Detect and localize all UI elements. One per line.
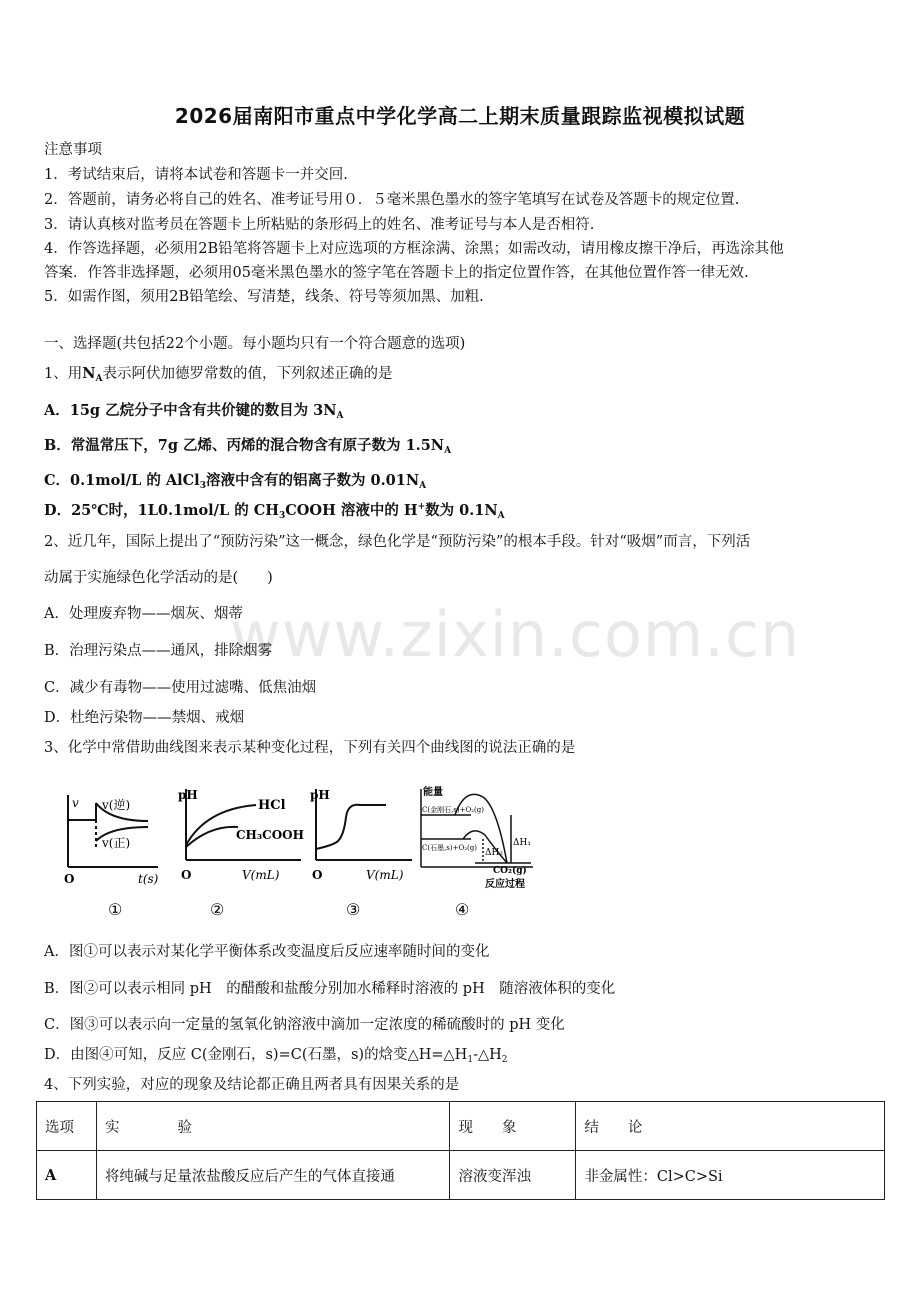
option-text: C．0.1mol/L 的 AlCl [44,472,200,489]
table-header-cell: 结 论 [576,1102,885,1151]
fig3-x-label: V(mL) [366,868,404,882]
option-sub: A [419,481,427,491]
table-cell: A [37,1151,97,1200]
q1-stem-part: 1、用 [44,366,83,382]
fig3-y-label: pH [310,788,330,802]
fig4-h1-label: ΔH₁ [513,838,531,848]
table-header-cell: 现 象 [450,1102,576,1151]
fig1-lower-label: v(正) [102,836,131,850]
fig4-x-label: 反应过程 [485,879,525,890]
question-2-option-a: A．处理废弃物——烟灰、烟蒂 [44,606,243,622]
question-1-stem [44,362,880,384]
option-sup: + [417,502,426,512]
option-text: -△H [473,1047,502,1063]
watermark: www.zixin.com.cn [230,598,801,671]
option-sub: A [444,446,452,456]
question-1-option-b [44,434,880,456]
option-sub: 3 [199,481,206,491]
question-3-option-d [44,1043,880,1065]
option-text: D．由图④可知，反应 C(金刚石，s)=C(石墨，s)的焓变△H=△H [44,1047,468,1063]
table-row [37,1151,885,1200]
notice-item: 3．请认真核对监考员在答题卡上所粘贴的条形码上的姓名、准考证号与本人是否相符. [44,217,595,233]
option-text: 溶液中含有的铝离子数为 0.01N [205,472,420,489]
fig4-number: ④ [455,900,470,919]
option-text: A．15g 乙烷分子中含有共价键的数目为 3N [44,402,337,419]
fig1-x-label: t(s) [138,872,159,886]
fig2-number: ② [210,900,225,919]
question-2-option-d: D．杜绝污染物——禁烟、戒烟 [44,710,245,726]
option-text: D．25℃时，1L0.1mol/L 的 CH [44,502,279,519]
question-1-option-a [44,399,880,421]
experiment-table [36,1101,885,1200]
fig3-origin: O [312,868,323,882]
page-title: 2026届南阳市重点中学化学高二上期末质量跟踪监视模拟试题 [174,104,746,128]
figure-1 [58,775,168,925]
question-2-stem: 2、近几年，国际上提出了“预防污染”这一概念，绿色化学是“预防污染”的根本手段。针对“吸烟”而言，下列活 [44,534,751,550]
question-3-stem: 3、化学中常借助曲线图来表示某种变化过程，下列有关四个曲线图的说法正确的是 [44,740,576,756]
table-header-cell: 选项 [37,1102,97,1151]
option-sub: 1 [467,1055,474,1065]
option-sub: 3 [279,511,286,521]
fig2-origin: O [181,868,192,882]
fig2-x-label: V(mL) [242,868,280,882]
option-text: COOH 溶液中的 H [285,502,418,519]
notice-heading: 注意事项 [44,142,102,158]
table-header-row [37,1102,885,1151]
question-2-stem-cont: 动属于实施绿色化学活动的是( ) [44,570,273,586]
table-cell: 将纯碱与足量浓盐酸反应后产生的气体直接通 [96,1151,450,1200]
notice-item: 5．如需作图，须用2B铅笔绘、写清楚，线条、符号等须加黑、加粗. [44,289,484,305]
question-3-option-c: C．图③可以表示向一定量的氢氧化钠溶液中滴加一定浓度的稀硫酸时的 pH 变化 [44,1017,565,1033]
figure-3 [308,775,418,925]
table-cell: 非金属性：Cl>C>Si [576,1151,885,1200]
q1-stem-part: 表示阿伏加德罗常数的值，下列叙述正确的是 [102,366,393,382]
table-header-cell: 实 验 [96,1102,450,1151]
question-2-option-b: B．治理污染点——通风，排除烟雾 [44,643,273,659]
fig2-upper-label: HCl [258,798,286,813]
option-sub: A [497,511,505,521]
fig1-origin: O [64,872,75,886]
table-cell: 溶液变浑浊 [450,1151,576,1200]
question-3-figures [50,775,550,925]
option-sub: A [336,411,344,421]
notice-item: 2．答题前，请务必将自己的姓名、准考证号用０．５毫米黑色墨水的签字笔填写在试卷及答题卡的规定位置. [44,192,740,208]
q1-stem-sub: A [95,374,103,384]
notice-item: 4．作答选择题，必须用2B铅笔将答题卡上对应选项的方框涂满、涂黑；如需改动，请用橡皮擦干净后，再选涂其他 [44,241,784,257]
question-3-option-b: B．图②可以表示相同 pH 的醋酸和盐酸分别加水稀释时溶液的 pH 随溶液体积的变化 [44,981,616,997]
section-heading: 一、选择题(共包括22个小题。每小题均只有一个符合题意的选项) [44,336,466,352]
figure-2 [176,775,311,925]
fig1-y-label: v [72,796,79,810]
q1-stem-na: N [82,365,96,382]
fig2-y-label: pH [178,788,198,802]
fig3-number: ③ [346,900,361,919]
question-3-option-a: A．图①可以表示对某化学平衡体系改变温度后反应速率随时间的变化 [44,944,490,960]
option-text: 数为 0.1N [425,502,498,519]
fig2-lower-label: CH₃COOH [236,828,304,842]
figure-4 [415,775,540,925]
option-sub: 2 [501,1055,508,1065]
notice-item: 1．考试结束后，请将本试卷和答题卡一并交回. [44,167,348,183]
fig4-upper-label: C(金刚石,s)+O₂(g) [422,806,484,814]
fig4-h2-label: ΔH₂ [485,848,503,858]
notice-item: 答案．作答非选择题，必须用05毫米黑色墨水的签字笔在答题卡上的指定位置作答，在其他位置作答一律无效. [44,265,749,281]
question-4-stem: 4、下列实验，对应的现象及结论都正确且两者具有因果关系的是 [44,1077,460,1093]
fig4-product-label: CO₂(g) [493,866,527,876]
question-2-option-c: C．减少有毒物——使用过滤嘴、低焦油烟 [44,680,317,696]
fig1-upper-label: v(逆) [102,798,131,812]
option-text: B．常温常压下，7g 乙烯、丙烯的混合物含有原子数为 1.5N [44,437,445,454]
fig4-lower-label: C(石墨,s)+O₂(g) [422,844,477,852]
fig4-y-label: 能量 [423,787,443,798]
fig1-number: ① [108,900,123,919]
question-1-option-d [44,499,880,521]
question-1-option-c [44,469,880,491]
